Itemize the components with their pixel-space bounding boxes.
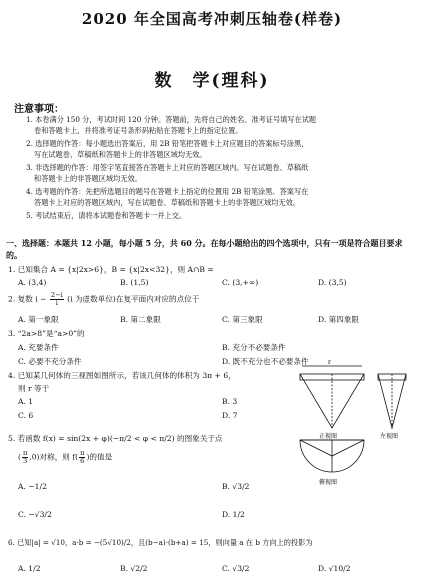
question-1-stem: 1. 已知集合 A = {x|2x>6}，B = {x|2x<32}，则 A∩B = bbox=[8, 265, 214, 274]
question-6-stem: 6. 已知|a| = √10，a·b = −(5√10)/2，且(b−a)·(b+a) = 15，则向量 a 在 b 方向上的投影为 bbox=[8, 538, 313, 547]
section-heading: 一、选择题：本题共 12 小题，每小题 5 分，共 60 分。在每小题给出的四个选项中，只有一项是符合题目要求的。 bbox=[6, 238, 403, 260]
question-4-option-c: C. 6 bbox=[18, 411, 34, 420]
question-3-option-b: B. 充分不必要条件 bbox=[222, 343, 286, 352]
notice-line: 1. 本卷满分 150 分，考试时间 120 分钟。答题前，先将自己的姓名、准考证号填写在试题 bbox=[26, 115, 317, 124]
q5-paren-open: ( bbox=[18, 452, 21, 462]
question-3-option-a: A. 充要条件 bbox=[18, 343, 59, 352]
question-5-option-d: D. 1/2 bbox=[222, 510, 245, 519]
question-5-option-a: A. −1/2 bbox=[18, 482, 47, 491]
exam-title: 2020 年全国高考冲刺压轴卷(样卷) bbox=[81, 10, 343, 28]
question-4-option-b: B. 3 bbox=[222, 397, 238, 406]
notice-line: 5. 考试结束后，请将本试题卷和答题卡一并上交。 bbox=[26, 211, 187, 220]
notice-line: 答题卡上对应的答题区域内，写在试题卷、草稿纸和答题卡上的非答题区域均无效。 bbox=[34, 198, 300, 207]
notice-line: 4. 选考题的作答：先把所选题目的题号在答题卡上指定的位置用 2B 铅笔涂黑。答案写在 bbox=[26, 187, 309, 196]
fraction-numerator: π bbox=[80, 449, 85, 457]
fraction-denominator: i bbox=[55, 299, 58, 307]
question-1-option-c: C. (3,+∞) bbox=[222, 278, 259, 287]
subject-title: 数 学(理科) bbox=[154, 71, 270, 91]
question-2-option-a: A. 第一象限 bbox=[18, 315, 59, 324]
q5-fraction-1 bbox=[22, 450, 28, 465]
question-2-stem-before: 2. 复数 i − bbox=[8, 294, 47, 304]
question-5-stem: 5. 若函数 f(x) = sin(2x + φ)(−π/2 < φ < π/2) 的图象关于点 bbox=[8, 434, 223, 443]
notice-line: 和答题卡上的非答题区域均无效。 bbox=[34, 174, 142, 183]
question-4-option-d: D. 7 bbox=[222, 411, 238, 420]
question-5-stem-line2 bbox=[18, 450, 112, 465]
question-2-option-d: D. 第四象限 bbox=[318, 315, 360, 324]
question-1-option-b: B. (1,5) bbox=[120, 278, 149, 287]
question-1-option-a: A. (3,4) bbox=[18, 278, 47, 287]
question-3-option-c: C. 必要不充分条件 bbox=[18, 357, 82, 366]
question-2-option-c: C. 第三象限 bbox=[222, 315, 263, 324]
question-4-option-a: A. 1 bbox=[18, 397, 34, 406]
fraction-numerator: π bbox=[22, 449, 28, 457]
question-6-option-c: C. √3/2 bbox=[222, 564, 250, 573]
q5-mid-text: ,0)对称，则 f( bbox=[29, 452, 79, 462]
question-4-stem-line2: 则 r 等于 bbox=[18, 384, 50, 393]
question-2-stem-after: (i 为虚数单位)在复平面内对应的点位于 bbox=[67, 294, 200, 304]
question-5-option-b: B. √3/2 bbox=[222, 482, 250, 491]
question-6-option-a: A. 1/2 bbox=[18, 564, 41, 573]
notice-line: 3. 非选择题的作答：用签字笔直接答在答题卡上对应的答题区域内。写在试题卷、草稿纸 bbox=[26, 163, 309, 172]
question-6-option-d: D. √10/2 bbox=[318, 564, 351, 573]
question-5-option-c: C. −√3/2 bbox=[18, 510, 52, 519]
fraction-numerator: 2−i bbox=[50, 291, 63, 299]
label-r: r bbox=[328, 359, 331, 366]
question-2-option-b: B. 第二象限 bbox=[120, 315, 161, 324]
notice-line: 2. 选择题的作答：每小题选出答案后，用 2B 铅笔把答题卡上对应题目的答案标号涂黑， bbox=[26, 139, 309, 148]
question-3-option-d: D. 既不充分也不必要条件 bbox=[222, 357, 309, 366]
fraction-denominator: 3 bbox=[23, 457, 28, 465]
q5-fraction-2 bbox=[79, 450, 85, 465]
label-front-view: 正视图 bbox=[319, 433, 338, 440]
q5-after-text: )的值是 bbox=[86, 452, 113, 462]
label-top-view: 俯视图 bbox=[319, 479, 338, 486]
notice-heading: 注意事项： bbox=[14, 104, 64, 115]
question-6-option-b: B. √2/2 bbox=[120, 564, 148, 573]
question-4-stem: 4. 已知某几何体的三视图如图所示，若该几何体的体积为 3π + 6， bbox=[8, 371, 236, 380]
fraction-denominator: 6 bbox=[80, 457, 85, 465]
question-1-option-d: D. (3,5) bbox=[318, 278, 347, 287]
question-3-stem: 3. “2a>8”是“a>0”的 bbox=[8, 329, 85, 338]
label-side-view: 左视图 bbox=[380, 433, 399, 440]
notice-line: 卷和答题卡上，并将准考证号条形码粘贴在答题卡上的指定位置。 bbox=[34, 126, 243, 135]
notice-line: 写在试题卷、草稿纸和答题卡上的非答题区域均无效。 bbox=[34, 150, 207, 159]
